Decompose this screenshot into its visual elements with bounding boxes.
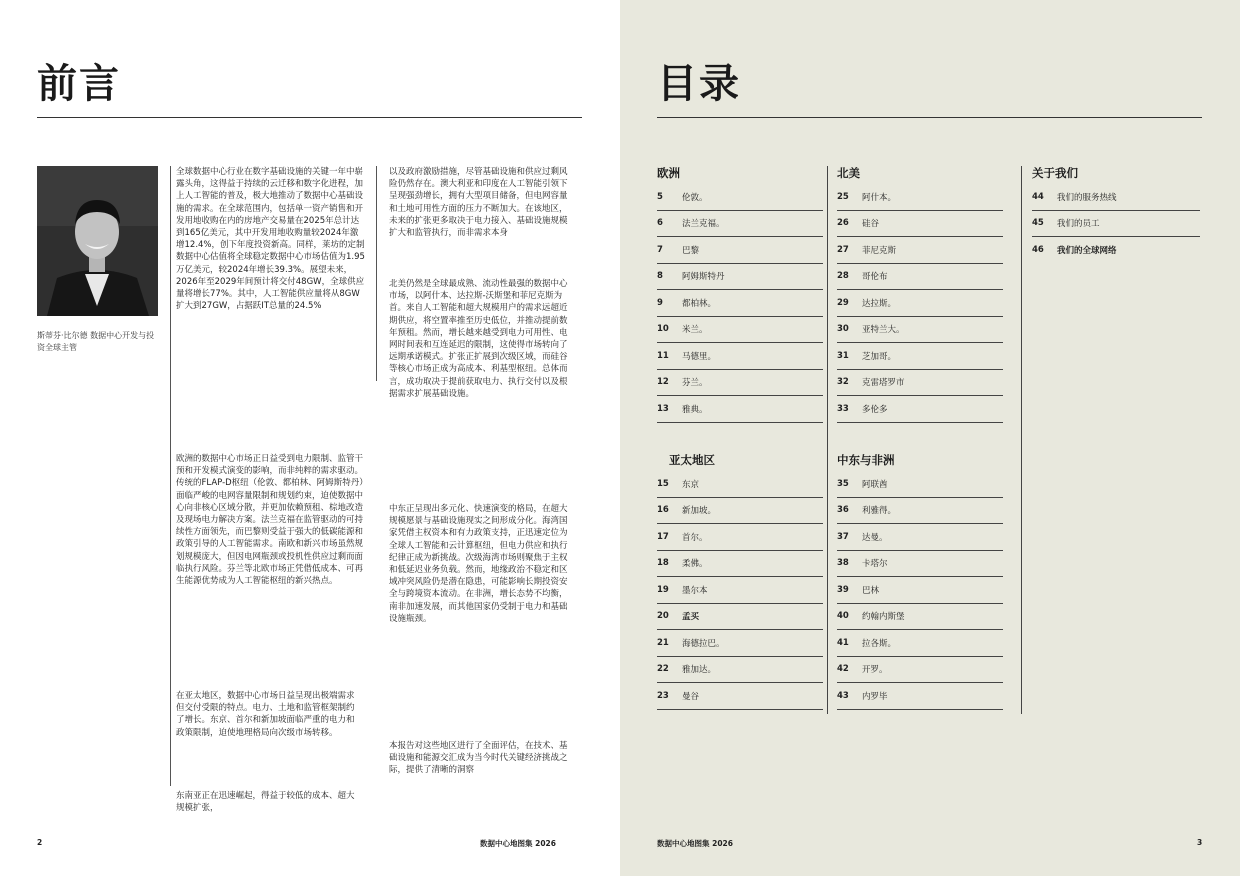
toc-item-label: 利雅得。	[862, 506, 897, 517]
toc-page-number: 8	[657, 271, 663, 282]
toc-item[interactable]	[837, 237, 1003, 264]
toc-item-label: 伦敦。	[682, 192, 708, 203]
publication-title: 数据中心地图集 2026	[480, 839, 556, 848]
toc-page-number: 43	[837, 690, 849, 701]
toc-page-number: 10	[657, 324, 669, 335]
page-title: 前言	[37, 61, 121, 107]
toc-page-number: 6	[657, 218, 663, 229]
toc-item-label: 巴林	[862, 585, 880, 596]
foreword-paragraph: 全球数据中心行业在数字基础设施的关键一年中崭露头角，这得益于持续的云迁移和数字化进程，加上人工智能的普及，极大地推动了数据中心基础设施的需求。在全球范围内，包括单一资产销售和开发用地收购在内的房地产交易量在2025年总计达到165亿美元，其中开发用地收购量较2024年激增12.4%，创下年度投资新高。同样，莱坊的定制数据中心估值将全球稳定数据中心市场估值为1.95万亿美元，较2024年增长39.3%。展望未来，2026年至2029年间预计将交付48GW，全球供应量将增长77%。其中，人工智能供应量将从8GW扩大到27GW，占据跃IT总量的24.5%	[176, 167, 365, 312]
toc-item-label: 曼谷	[682, 691, 700, 702]
toc-item-label: 约翰内斯堡	[862, 612, 905, 623]
toc-item-label: 达拉斯。	[862, 298, 897, 309]
contents-page	[620, 0, 1240, 876]
toc-page-number: 29	[837, 297, 849, 308]
toc-item-label: 阿什本。	[862, 192, 897, 203]
toc-item[interactable]	[837, 630, 1003, 657]
foreword-paragraph: 本报告对这些地区进行了全面评估，在技术、基础设施和能源交汇成为当今时代关键经济挑战之际，提供了清晰的洞察	[389, 741, 568, 776]
toc-item[interactable]	[837, 577, 1003, 604]
toc-section-about	[1032, 162, 1200, 264]
toc-page-number: 30	[837, 324, 849, 335]
toc-item[interactable]	[657, 264, 823, 291]
toc-page-number: 23	[657, 690, 669, 701]
toc-item[interactable]	[657, 370, 823, 397]
toc-page-number: 46	[1032, 245, 1044, 256]
toc-page-number: 20	[657, 611, 669, 622]
author-photo	[37, 166, 158, 316]
toc-item[interactable]	[837, 524, 1003, 551]
toc-item[interactable]	[837, 551, 1003, 578]
toc-item-label: 亚特兰大。	[862, 325, 905, 336]
toc-item[interactable]	[657, 577, 823, 604]
toc-page-number: 13	[657, 403, 669, 414]
toc-item[interactable]	[837, 683, 1003, 710]
toc-section-apac	[657, 449, 823, 710]
toc-item-label: 东京	[682, 479, 700, 490]
toc-item[interactable]	[657, 630, 823, 657]
publication-title: 数据中心地图集 2026	[657, 839, 733, 848]
toc-item-label: 哥伦布	[862, 272, 888, 283]
toc-page-number: 9	[657, 297, 663, 308]
toc-item[interactable]	[837, 396, 1003, 423]
toc-section-title: 欧洲	[657, 166, 680, 180]
toc-item-label: 雅加达。	[682, 665, 717, 676]
toc-item[interactable]	[837, 370, 1003, 397]
toc-item-label: 柔佛。	[682, 559, 708, 570]
heading-divider	[657, 117, 1202, 118]
toc-item-label: 巴黎	[682, 245, 700, 256]
toc-item[interactable]	[657, 604, 823, 631]
toc-item[interactable]	[837, 657, 1003, 684]
toc-item-label: 芬兰。	[682, 378, 708, 389]
toc-page-number: 36	[837, 505, 849, 516]
foreword-paragraph: 欧洲的数据中心市场正日益受到电力限制、监管干预和开发模式演变的影响，而非纯粹的需求驱动。传统的FLAP-D枢纽（伦敦、都柏林、阿姆斯特丹）面临严峻的电网容量限制和规划约束，迫使数据中心向非核心区域分散，并更加依赖预租、棕地改造及现场电力解决方案。法兰克福在监管驱动的可持续性方面领先，而巴黎则受益于强大的低碳能源和政策引导的人工智能需求。南欧和新兴市场虽然规划规模庞大，但因电网瓶颈或投机性供应过剩而面临执行风险。芬兰等北欧市场正凭借低成本、可再生能源优势成为人工智能枢纽的新兴热点。	[176, 454, 364, 587]
toc-page-number: 41	[837, 637, 849, 648]
toc-item-label: 我们的员工	[1057, 219, 1100, 230]
toc-page-number: 25	[837, 191, 849, 202]
toc-page-number: 31	[837, 350, 849, 361]
toc-item[interactable]	[837, 471, 1003, 498]
toc-item[interactable]	[657, 317, 823, 344]
toc-page-number: 22	[657, 664, 669, 675]
toc-item-label: 新加坡。	[682, 506, 717, 517]
toc-page-number: 16	[657, 505, 669, 516]
toc-page-number: 11	[657, 350, 669, 361]
page-number: 3	[1197, 838, 1203, 847]
toc-item-label: 阿联酋	[862, 479, 888, 490]
foreword-paragraph: 以及政府激励措施，尽管基础设施和供应过剩风险仍然存在。澳大利亚和印度在人工智能引领下呈现强劲增长，拥有大型项目储备，但电网容量和土地可用性方面的压力不断加大。在该地区，未来的扩张更多取决于电力接入、基础设施规模扩大和监管执行，而非需求本身	[389, 167, 568, 239]
toc-item-label: 开罗。	[862, 665, 888, 676]
toc-item[interactable]	[657, 211, 823, 238]
page-title: 目录	[657, 61, 741, 107]
toc-page-number: 40	[837, 611, 849, 622]
toc-item-label: 法兰克福。	[682, 219, 725, 230]
toc-page-number: 38	[837, 558, 849, 569]
toc-page-number: 12	[657, 377, 669, 388]
toc-item[interactable]	[657, 657, 823, 684]
foreword-paragraph: 东南亚正在迅速崛起，得益于较低的成本、超大规模扩张，	[176, 791, 355, 814]
toc-item-label: 米兰。	[682, 325, 708, 336]
toc-item-label: 克雷塔罗市	[862, 378, 905, 389]
toc-item[interactable]	[657, 551, 823, 578]
toc-page-number: 37	[837, 531, 849, 542]
toc-item[interactable]	[837, 604, 1003, 631]
toc-item-label: 达曼。	[862, 532, 888, 543]
toc-item[interactable]	[657, 290, 823, 317]
toc-item-label: 卡塔尔	[862, 559, 888, 570]
toc-page-number: 26	[837, 218, 849, 229]
toc-item[interactable]	[657, 498, 823, 525]
column-divider	[827, 166, 828, 714]
toc-item-label: 我们的全球网络	[1057, 246, 1117, 257]
toc-item[interactable]	[837, 343, 1003, 370]
foreword-paragraph: 北美仍然是全球最成熟、流动性最强的数据中心市场，以阿什本、达拉斯-沃斯堡和菲尼克斯为首。来自人工智能和超大规模用户的需求远超近期供应，将空置率推至历史低位，并推动提前数年预租。然而，增长越来越受到电力可用性、电网时间表和互连延迟的限制，这使得市场转向了远期承诺模式。扩张正扩展到次级区域，而硅谷等核心市场正成为高成本、利基型枢纽。总体而言，成功取决于提前获取电力、执行交付以及根据需求扩展基础设施。	[389, 279, 568, 399]
toc-item[interactable]	[837, 498, 1003, 525]
toc-item-label: 多伦多	[862, 404, 888, 415]
toc-section-title: 北美	[837, 166, 860, 180]
toc-item[interactable]	[657, 471, 823, 498]
toc-section-north-america	[837, 162, 1003, 423]
toc-item-label: 阿姆斯特丹	[682, 272, 725, 283]
toc-page-number: 5	[657, 191, 663, 202]
author-caption: 斯蒂芬·比尔德 数据中心开发与投资全球主管	[37, 331, 155, 352]
toc-page-number: 18	[657, 558, 669, 569]
toc-section-europe	[657, 162, 823, 423]
toc-page-number: 45	[1032, 218, 1044, 229]
column-divider	[376, 166, 377, 381]
toc-page-number: 27	[837, 244, 849, 255]
toc-item-label: 海德拉巴。	[682, 638, 725, 649]
toc-item[interactable]	[657, 237, 823, 264]
toc-item-label: 硅谷	[862, 219, 880, 230]
toc-item[interactable]	[657, 683, 823, 710]
foreword-paragraph: 在亚太地区，数据中心市场日益呈现出极端需求但交付受限的特点。电力、土地和监管框架制约了增长。东京、首尔和新加坡面临严重的电力和政策限制，迫使地理格局向次级市场转移。	[176, 691, 355, 738]
toc-item-label: 内罗毕	[862, 691, 888, 702]
toc-item[interactable]	[657, 343, 823, 370]
toc-item-label: 我们的服务热线	[1057, 192, 1117, 203]
toc-item-label: 都柏林。	[682, 298, 717, 309]
toc-page-number: 44	[1032, 191, 1044, 202]
toc-page-number: 15	[657, 478, 669, 489]
toc-item[interactable]	[837, 184, 1003, 211]
toc-page-number: 19	[657, 584, 669, 595]
foreword-paragraph: 中东正呈现出多元化、快速演变的格局，在超大规模愿景与基础设施现实之间形成分化。海湾国家凭借主权资本和有力政策支持，正迅速定位为全球人工智能和云计算枢纽，但电力供应和执行纪律正成为新挑战。次级海湾市场则聚焦于主权和低延迟业务负载。然而，地缘政治不稳定和区域冲突风险仍是潜在隐患，可能影响长期投资安全与跨境资本流动。在非洲，增长态势不均衡，南非加速发展，而其他国家仍受制于电力和基础设施瓶颈。	[389, 504, 568, 624]
toc-page-number: 28	[837, 271, 849, 282]
toc-page-number: 21	[657, 637, 669, 648]
toc-item-label: 马德里。	[682, 351, 717, 362]
toc-item-label: 拉各斯。	[862, 638, 897, 649]
toc-item-label: 菲尼克斯	[862, 245, 897, 256]
toc-item-label: 孟买	[682, 612, 700, 623]
toc-section-title: 亚太地区	[669, 453, 715, 467]
toc-page-number: 33	[837, 403, 849, 414]
column-divider	[170, 166, 171, 786]
toc-page-number: 32	[837, 377, 849, 388]
toc-item-label: 雅典。	[682, 404, 708, 415]
toc-item[interactable]	[1032, 184, 1200, 211]
toc-section-title: 中东与非洲	[837, 453, 895, 467]
toc-section-mea	[837, 449, 1003, 710]
toc-item-label: 墨尔本	[682, 585, 708, 596]
toc-item[interactable]	[657, 396, 823, 423]
toc-page-number: 35	[837, 478, 849, 489]
toc-item[interactable]	[1032, 211, 1200, 238]
toc-page-number: 39	[837, 584, 849, 595]
toc-section-title: 关于我们	[1032, 166, 1078, 180]
toc-item[interactable]	[657, 184, 823, 211]
toc-item-label: 芝加哥。	[862, 351, 897, 362]
toc-page-number: 17	[657, 531, 669, 542]
toc-item-label: 首尔。	[682, 532, 708, 543]
toc-item[interactable]	[1032, 237, 1200, 264]
toc-page-number: 7	[657, 244, 663, 255]
toc-page-number: 42	[837, 664, 849, 675]
column-divider	[1021, 166, 1022, 714]
toc-item[interactable]	[657, 524, 823, 551]
page-number: 2	[37, 838, 43, 847]
toc-item[interactable]	[837, 211, 1003, 238]
heading-divider	[37, 117, 582, 118]
toc-item[interactable]	[837, 290, 1003, 317]
toc-item[interactable]	[837, 264, 1003, 291]
toc-item[interactable]	[837, 317, 1003, 344]
